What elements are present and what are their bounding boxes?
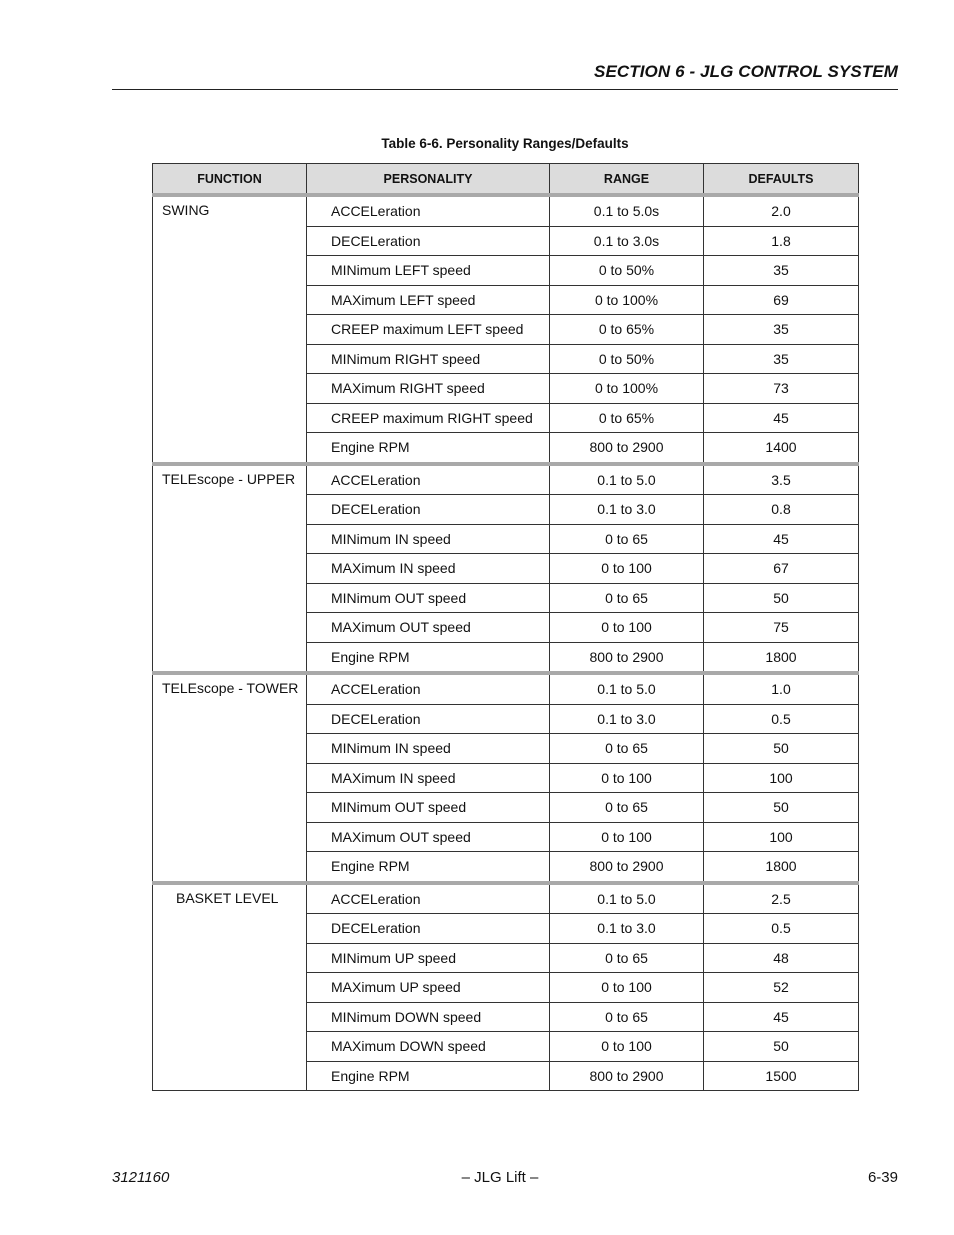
default-cell: 45 [704, 403, 859, 433]
table-header-row [153, 164, 859, 196]
default-cell: 52 [704, 973, 859, 1003]
range-cell: 800 to 2900 [550, 642, 704, 673]
range-cell: 0.1 to 3.0 [550, 914, 704, 944]
range-cell: 0 to 100% [550, 285, 704, 315]
personality-cell: DECELeration [307, 914, 550, 944]
default-cell: 1.8 [704, 226, 859, 256]
range-cell: 800 to 2900 [550, 1061, 704, 1091]
personality-cell: MINimum UP speed [307, 943, 550, 973]
range-cell: 0 to 65 [550, 524, 704, 554]
default-cell: 100 [704, 822, 859, 852]
personality-cell: MINimum IN speed [307, 524, 550, 554]
range-cell: 0 to 100 [550, 973, 704, 1003]
default-cell: 50 [704, 583, 859, 613]
function-cell: BASKET LEVEL [153, 883, 307, 1091]
table-caption: Table 6-6. Personality Ranges/Defaults [381, 136, 629, 151]
personality-cell: ACCELeration [307, 883, 550, 914]
default-cell: 48 [704, 943, 859, 973]
default-cell: 1800 [704, 642, 859, 673]
range-cell: 0 to 50% [550, 256, 704, 286]
function-cell: TELEscope - UPPER [153, 464, 307, 674]
default-cell: 1.0 [704, 673, 859, 704]
range-cell: 0 to 65 [550, 943, 704, 973]
range-cell: 0.1 to 5.0 [550, 464, 704, 495]
personality-table [152, 163, 859, 1091]
default-cell: 0.5 [704, 704, 859, 734]
range-cell: 0 to 65 [550, 793, 704, 823]
personality-cell: MAXimum IN speed [307, 554, 550, 584]
default-cell: 0.5 [704, 914, 859, 944]
personality-cell: Engine RPM [307, 852, 550, 883]
personality-cell: Engine RPM [307, 642, 550, 673]
footer-brand: – JLG Lift – [461, 1169, 539, 1186]
doc-number: 3121160 [112, 1169, 170, 1186]
range-cell: 0 to 100 [550, 1032, 704, 1062]
personality-cell: DECELeration [307, 495, 550, 525]
section-title: SECTION 6 - JLG CONTROL SYSTEM [594, 62, 898, 81]
personality-cell: MINimum OUT speed [307, 793, 550, 823]
default-cell: 45 [704, 524, 859, 554]
range-cell: 0 to 100 [550, 822, 704, 852]
personality-cell: ACCELeration [307, 464, 550, 495]
default-cell: 35 [704, 315, 859, 345]
personality-cell: ACCELeration [307, 673, 550, 704]
range-cell: 0.1 to 5.0 [550, 673, 704, 704]
default-cell: 50 [704, 734, 859, 764]
personality-cell: CREEP maximum LEFT speed [307, 315, 550, 345]
personality-cell: Engine RPM [307, 1061, 550, 1091]
column-header-personality: PERSONALITY [307, 164, 550, 196]
default-cell: 100 [704, 763, 859, 793]
personality-cell: MINimum OUT speed [307, 583, 550, 613]
personality-cell: MAXimum UP speed [307, 973, 550, 1003]
personality-cell: DECELeration [307, 226, 550, 256]
range-cell: 0 to 100% [550, 374, 704, 404]
range-cell: 0.1 to 3.0s [550, 226, 704, 256]
column-header-range: RANGE [550, 164, 704, 196]
default-cell: 50 [704, 1032, 859, 1062]
personality-cell: Engine RPM [307, 433, 550, 464]
function-cell: SWING [153, 195, 307, 464]
range-cell: 800 to 2900 [550, 852, 704, 883]
range-cell: 0.1 to 3.0 [550, 704, 704, 734]
table-row [153, 883, 859, 914]
personality-cell: CREEP maximum RIGHT speed [307, 403, 550, 433]
default-cell: 75 [704, 613, 859, 643]
personality-cell: MINimum RIGHT speed [307, 344, 550, 374]
personality-cell: MINimum LEFT speed [307, 256, 550, 286]
table-row [153, 464, 859, 495]
range-cell: 0 to 50% [550, 344, 704, 374]
table-body [153, 195, 859, 1091]
header-rule [112, 89, 898, 90]
default-cell: 45 [704, 1002, 859, 1032]
range-cell: 0.1 to 5.0s [550, 195, 704, 226]
default-cell: 69 [704, 285, 859, 315]
personality-cell: ACCELeration [307, 195, 550, 226]
range-cell: 800 to 2900 [550, 433, 704, 464]
range-cell: 0.1 to 5.0 [550, 883, 704, 914]
range-cell: 0 to 65% [550, 315, 704, 345]
range-cell: 0 to 100 [550, 613, 704, 643]
range-cell: 0 to 100 [550, 763, 704, 793]
default-cell: 67 [704, 554, 859, 584]
range-cell: 0.1 to 3.0 [550, 495, 704, 525]
page-number: 6-39 [867, 1169, 898, 1186]
default-cell: 50 [704, 793, 859, 823]
table-row [153, 673, 859, 704]
personality-cell: MINimum DOWN speed [307, 1002, 550, 1032]
personality-cell: MAXimum OUT speed [307, 822, 550, 852]
default-cell: 3.5 [704, 464, 859, 495]
default-cell: 35 [704, 256, 859, 286]
table-row [153, 195, 859, 226]
personality-cell: DECELeration [307, 704, 550, 734]
default-cell: 2.0 [704, 195, 859, 226]
range-cell: 0 to 65 [550, 734, 704, 764]
personality-cell: MAXimum LEFT speed [307, 285, 550, 315]
default-cell: 73 [704, 374, 859, 404]
column-header-defaults: DEFAULTS [704, 164, 859, 196]
range-cell: 0 to 65 [550, 1002, 704, 1032]
default-cell: 2.5 [704, 883, 859, 914]
range-cell: 0 to 65% [550, 403, 704, 433]
personality-cell: MAXimum IN speed [307, 763, 550, 793]
personality-cell: MAXimum RIGHT speed [307, 374, 550, 404]
personality-cell: MINimum IN speed [307, 734, 550, 764]
column-header-function: FUNCTION [153, 164, 307, 196]
range-cell: 0 to 100 [550, 554, 704, 584]
personality-cell: MAXimum OUT speed [307, 613, 550, 643]
default-cell: 0.8 [704, 495, 859, 525]
range-cell: 0 to 65 [550, 583, 704, 613]
function-cell: TELEscope - TOWER [153, 673, 307, 883]
default-cell: 35 [704, 344, 859, 374]
personality-cell: MAXimum DOWN speed [307, 1032, 550, 1062]
default-cell: 1800 [704, 852, 859, 883]
default-cell: 1500 [704, 1061, 859, 1091]
default-cell: 1400 [704, 433, 859, 464]
